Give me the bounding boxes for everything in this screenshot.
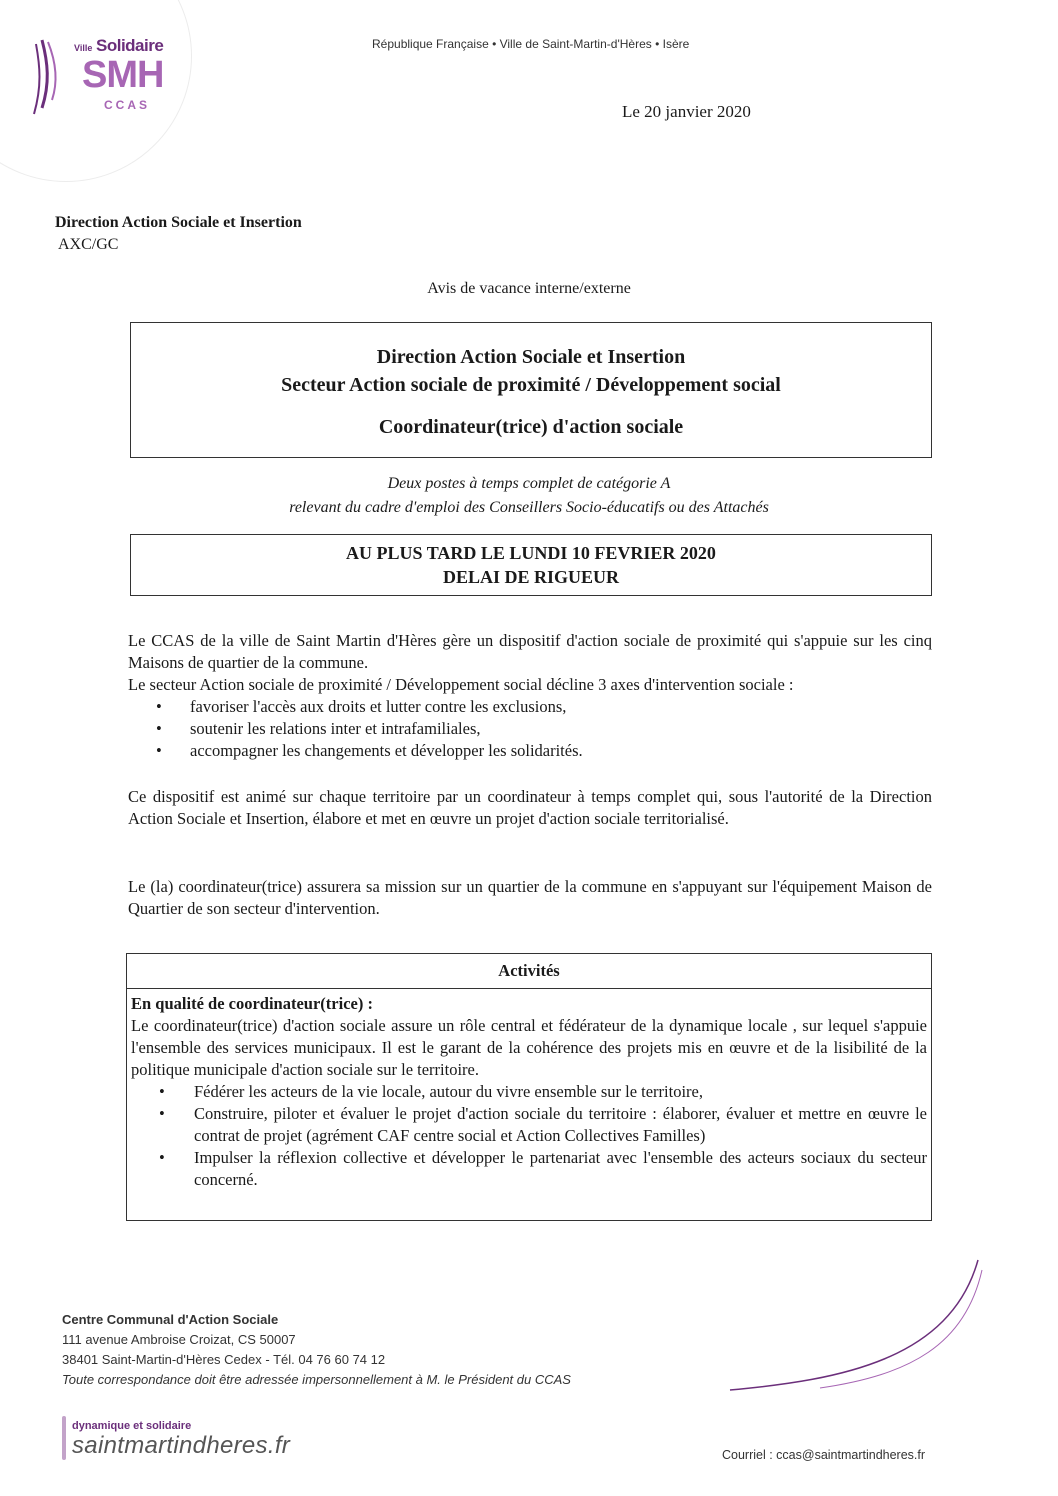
body-paragraph-2: Ce dispositif est animé sur chaque territoire par un coordinateur à temps complet qui, sous l'autorité de la Direction Action Sociale et Insertion, élabore et met en œuvre un projet d'action sociale territorialisé. [128, 787, 932, 828]
letterhead-line: République Française • Ville de Saint-Martin-d'Hères • Isère [372, 37, 690, 51]
sender-department: Direction Action Sociale et Insertion [55, 214, 302, 231]
activities-content [127, 989, 931, 1191]
list-item: • soutenir les relations inter et intrafamiliales, [150, 718, 932, 740]
title-line-1: Direction Action Sociale et Insertion [376, 346, 686, 368]
footer-slogan: dynamique et solidaire [72, 1420, 192, 1432]
footer-org: Centre Communal d'Action Sociale [62, 1312, 279, 1327]
activities-box [126, 953, 932, 1221]
notice-type: Avis de vacance interne/externe [427, 280, 631, 297]
list-item: • Impulser la réflexion collective et développer le partenariat avec l'ensemble des acteurs sociaux du secteur concerné. [159, 1147, 927, 1191]
logo-solidaire: Solidaire [96, 36, 164, 55]
list-item: • accompagner les changements et développer les solidarités. [150, 740, 932, 762]
deadline-line-1: AU PLUS TARD LE LUNDI 10 FEVRIER 2020 [346, 543, 716, 563]
decorative-swoosh-icon [720, 1250, 1000, 1400]
sender-reference: AXC/GC [58, 236, 119, 253]
role-intro: Le coordinateur(trice) d'action sociale assure un rôle central et fédérateur de la dynamique locale , sur lequel s'appuie l'ensemble des services municipaux. Il est le garant de la cohérence des projets mis en œuvre et de la lisibilité de la politique municipale d'action sociale sur le territoire. [131, 1016, 927, 1079]
deadline-line-2: DELAI DE RIGUEUR [442, 567, 620, 587]
footer-email[interactable]: Courriel : ccas@saintmartindheres.fr [722, 1448, 926, 1462]
paragraph-axes-intro: Le secteur Action sociale de proximité / Développement social décline 3 axes d'intervention sociale : [128, 675, 794, 694]
body-paragraph-1 [128, 630, 932, 696]
footer-note: Toute correspondance doit être adressée impersonnellement à M. le Président du CCAS [62, 1372, 571, 1387]
footer-address [62, 1310, 571, 1390]
logo-ville: Ville [74, 43, 93, 53]
logo-smh: SMH [82, 54, 164, 96]
position-subtitle [0, 472, 1058, 520]
job-title: Coordinateur(trice) d'action sociale [378, 416, 684, 438]
footer-address-1: 111 avenue Ambroise Croizat, CS 50007 [62, 1332, 296, 1347]
subtitle-line-2: relevant du cadre d'emploi des Conseillers Socio-éducatifs ou des Attachés [289, 499, 769, 516]
list-item: • Construire, piloter et évaluer le projet d'action sociale du territoire : élaborer, évaluer et mettre en œuvre le contrat de projet (agrément CAF centre social et Action Collectives Familles) [159, 1103, 927, 1147]
activities-list [131, 1081, 927, 1191]
subtitle-line-1: Deux postes à temps complet de catégorie A [387, 475, 671, 492]
axes-list [150, 696, 932, 762]
title-box [130, 322, 932, 458]
letter-date: Le 20 janvier 2020 [622, 102, 751, 121]
body-paragraph-3: Le (la) coordinateur(trice) assurera sa mission sur un quartier de la commune en s'appuyant sur l'équipement Maison de Quartier de son secteur d'intervention. [128, 877, 932, 918]
footer-website[interactable]: saintmartindheres.fr [72, 1432, 291, 1459]
activities-heading: Activités [127, 954, 931, 989]
logo-ccas: CCAS [104, 98, 151, 112]
role-title: En qualité de coordinateur(trice) : [131, 994, 373, 1013]
slogan-bar [62, 1416, 66, 1460]
footer-address-2: 38401 Saint-Martin-d'Hères Cedex - Tél. 04 76 60 74 12 [62, 1352, 386, 1367]
paragraph-intro: Le CCAS de la ville de Saint Martin d'Hères gère un dispositif d'action sociale de proximité qui s'appuie sur les cinq Maisons de quartier de la commune. [128, 631, 932, 672]
deadline-box [130, 534, 932, 596]
list-item: • Fédérer les acteurs de la vie locale, autour du vivre ensemble sur le territoire, [159, 1081, 927, 1103]
title-line-2: Secteur Action sociale de proximité / Développement social [281, 374, 781, 396]
list-item: • favoriser l'accès aux droits et lutter contre les exclusions, [150, 696, 932, 718]
